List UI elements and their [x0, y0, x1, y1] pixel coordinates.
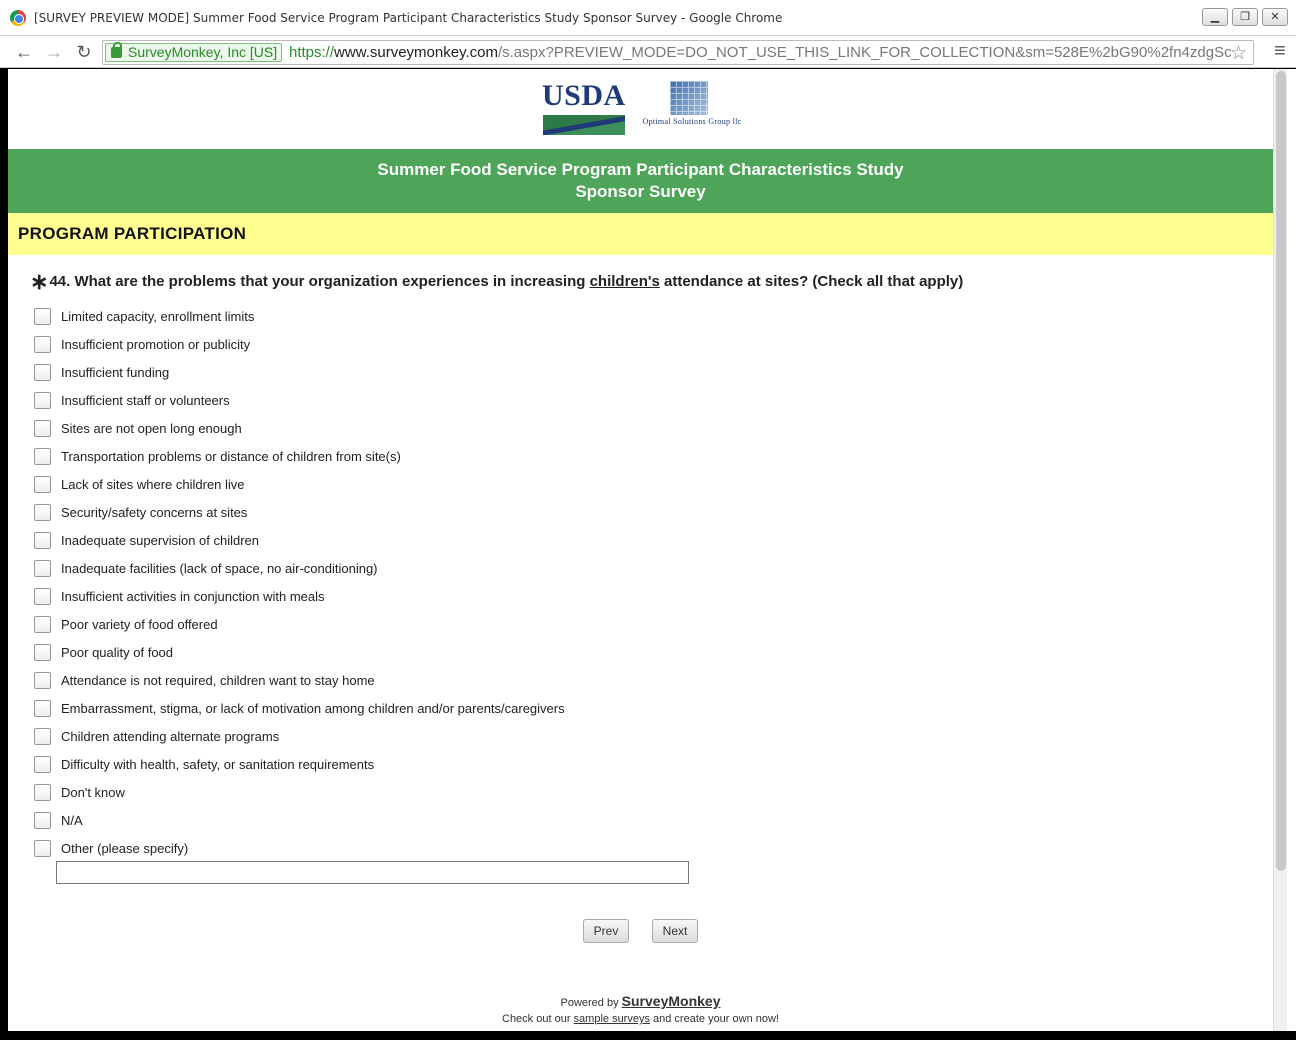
option-row[interactable]	[34, 302, 565, 330]
usda-field-graphic	[543, 115, 625, 135]
option-checkbox[interactable]	[34, 672, 51, 689]
option-label[interactable]: Insufficient activities in conjunction with meals	[61, 588, 325, 604]
option-label[interactable]: Inadequate facilities (lack of space, no air-conditioning)	[61, 560, 378, 576]
option-label[interactable]: Poor variety of food offered	[61, 616, 218, 632]
option-row[interactable]	[34, 694, 565, 722]
option-checkbox[interactable]	[34, 728, 51, 745]
option-checkbox[interactable]	[34, 308, 51, 325]
vertical-scrollbar[interactable]	[1273, 69, 1287, 1031]
address-bar[interactable]	[102, 40, 1254, 65]
required-asterisk: ∗	[30, 269, 49, 294]
option-row[interactable]	[34, 554, 565, 582]
option-label[interactable]: Insufficient promotion or publicity	[61, 336, 251, 352]
next-button[interactable]: Next	[652, 919, 698, 943]
option-row[interactable]	[34, 582, 565, 610]
option-checkbox[interactable]	[34, 784, 51, 801]
section-header	[8, 213, 1273, 255]
option-row[interactable]	[34, 610, 565, 638]
usda-logo-text: USDA	[542, 79, 626, 112]
ev-badge-label: SurveyMonkey, Inc [US]	[128, 44, 278, 60]
option-label[interactable]: Poor quality of food	[61, 644, 174, 660]
survey-title: Summer Food Service Program Participant Characteristics Study	[377, 160, 904, 179]
option-checkbox[interactable]	[34, 532, 51, 549]
window-controls	[1202, 8, 1288, 26]
option-checkbox[interactable]	[34, 476, 51, 493]
survey-subtitle: Sponsor Survey	[575, 182, 706, 201]
option-row[interactable]	[34, 498, 565, 526]
powered-by-line	[8, 993, 1273, 1011]
option-row[interactable]	[34, 778, 565, 806]
chrome-menu-icon[interactable]: ≡	[1274, 40, 1286, 62]
logo-bar	[542, 79, 752, 137]
option-checkbox[interactable]	[34, 336, 51, 353]
forward-button[interactable]: →	[45, 42, 63, 62]
option-label[interactable]: N/A	[61, 812, 83, 828]
restore-button[interactable]: ❐	[1232, 8, 1258, 26]
option-checkbox[interactable]	[34, 504, 51, 521]
options-list	[34, 302, 565, 862]
scrollbar-thumb[interactable]	[1276, 71, 1286, 871]
footer	[8, 993, 1273, 1027]
option-label[interactable]: Inadequate supervision of children	[61, 532, 260, 548]
section-title: PROGRAM PARTICIPATION	[18, 224, 247, 243]
option-row[interactable]	[34, 442, 565, 470]
powered-by-label: Powered by	[560, 997, 622, 1009]
lock-icon	[111, 47, 122, 58]
usda-logo	[542, 79, 626, 135]
browser-toolbar	[0, 36, 1296, 68]
option-checkbox[interactable]	[34, 840, 51, 857]
close-button[interactable]: ✕	[1262, 8, 1288, 26]
option-row[interactable]	[34, 526, 565, 554]
option-label[interactable]: Other (please specify)	[61, 840, 189, 856]
option-row[interactable]	[34, 470, 565, 498]
option-label[interactable]: Embarrassment, stigma, or lack of motivation among children and/or parents/caregivers	[61, 700, 565, 716]
promo-prefix: Check out our	[502, 1013, 574, 1025]
option-row[interactable]	[34, 806, 565, 834]
url-scheme: https://	[289, 44, 335, 61]
option-checkbox[interactable]	[34, 756, 51, 773]
back-button[interactable]: ←	[15, 42, 33, 62]
url-host: www.surveymonkey.com	[334, 44, 498, 61]
option-row[interactable]	[34, 666, 565, 694]
option-row[interactable]	[34, 722, 565, 750]
option-checkbox[interactable]	[34, 560, 51, 577]
option-row[interactable]	[34, 386, 565, 414]
option-row[interactable]	[34, 330, 565, 358]
title-bar	[0, 0, 1296, 36]
option-checkbox[interactable]	[34, 812, 51, 829]
page-viewport	[8, 69, 1273, 1031]
option-row[interactable]	[34, 638, 565, 666]
other-specify-input[interactable]	[56, 861, 689, 884]
option-label[interactable]: Difficulty with health, safety, or sanitation requirements	[61, 756, 375, 772]
option-row[interactable]	[34, 834, 565, 862]
option-checkbox[interactable]	[34, 700, 51, 717]
option-label[interactable]: Don't know	[61, 784, 125, 800]
question-suffix: attendance at sites? (Check all that apply)	[659, 273, 964, 290]
option-checkbox[interactable]	[34, 644, 51, 661]
option-checkbox[interactable]	[34, 392, 51, 409]
sample-surveys-link[interactable]: sample surveys	[573, 1013, 650, 1025]
question-text	[30, 269, 963, 295]
bookmark-star-icon[interactable]: ☆	[1229, 43, 1247, 64]
promo-suffix: and create your own now!	[649, 1013, 779, 1025]
question-prefix: 44. What are the problems that your organization experiences in increasing	[49, 273, 590, 290]
option-label[interactable]: Insufficient funding	[61, 364, 170, 380]
option-checkbox[interactable]	[34, 420, 51, 437]
optimal-solutions-logo	[634, 81, 750, 135]
url-path: /s.aspx?PREVIEW_MODE=DO_NOT_USE_THIS_LINK_FOR_COLLECTION&sm=528E%2bG90%2fn4zdgSc	[497, 44, 1232, 61]
osg-logo-text: Optimal Solutions Group llc	[642, 117, 742, 126]
option-label[interactable]: Insufficient staff or volunteers	[61, 392, 230, 408]
option-checkbox[interactable]	[34, 448, 51, 465]
question-emphasis: children's	[589, 273, 660, 290]
window-title: [SURVEY PREVIEW MODE] Summer Food Service Program Participant Characteristics Study Sponsor Survey - Google Chrome	[34, 11, 783, 25]
option-checkbox[interactable]	[34, 364, 51, 381]
option-checkbox[interactable]	[34, 588, 51, 605]
background-window-edge	[1287, 69, 1296, 1031]
option-label[interactable]: Children attending alternate programs	[61, 728, 280, 744]
option-label[interactable]: Transportation problems or distance of children from site(s)	[61, 448, 401, 464]
option-label[interactable]: Security/safety concerns at sites	[61, 504, 248, 520]
osg-grid-icon	[670, 81, 708, 115]
option-row[interactable]	[34, 750, 565, 778]
option-row[interactable]	[34, 358, 565, 386]
option-checkbox[interactable]	[34, 616, 51, 633]
reload-button[interactable]: ↻	[76, 42, 92, 62]
prev-button[interactable]: Prev	[583, 919, 629, 943]
footer-promo-line	[8, 1011, 1273, 1027]
option-label[interactable]: Attendance is not required, children want to stay home	[61, 672, 375, 688]
minimize-button[interactable]: ▁	[1202, 8, 1228, 26]
ev-certificate-badge[interactable]	[105, 43, 282, 62]
option-label[interactable]: Sites are not open long enough	[61, 420, 242, 436]
surveymonkey-link[interactable]: SurveyMonkey	[621, 993, 721, 1009]
url-text[interactable]	[289, 44, 1232, 61]
survey-title-band	[8, 149, 1273, 213]
option-row[interactable]	[34, 414, 565, 442]
survey-nav	[583, 919, 698, 943]
option-label[interactable]: Lack of sites where children live	[61, 476, 245, 492]
option-label[interactable]: Limited capacity, enrollment limits	[61, 308, 255, 324]
chrome-logo-icon	[10, 10, 26, 26]
